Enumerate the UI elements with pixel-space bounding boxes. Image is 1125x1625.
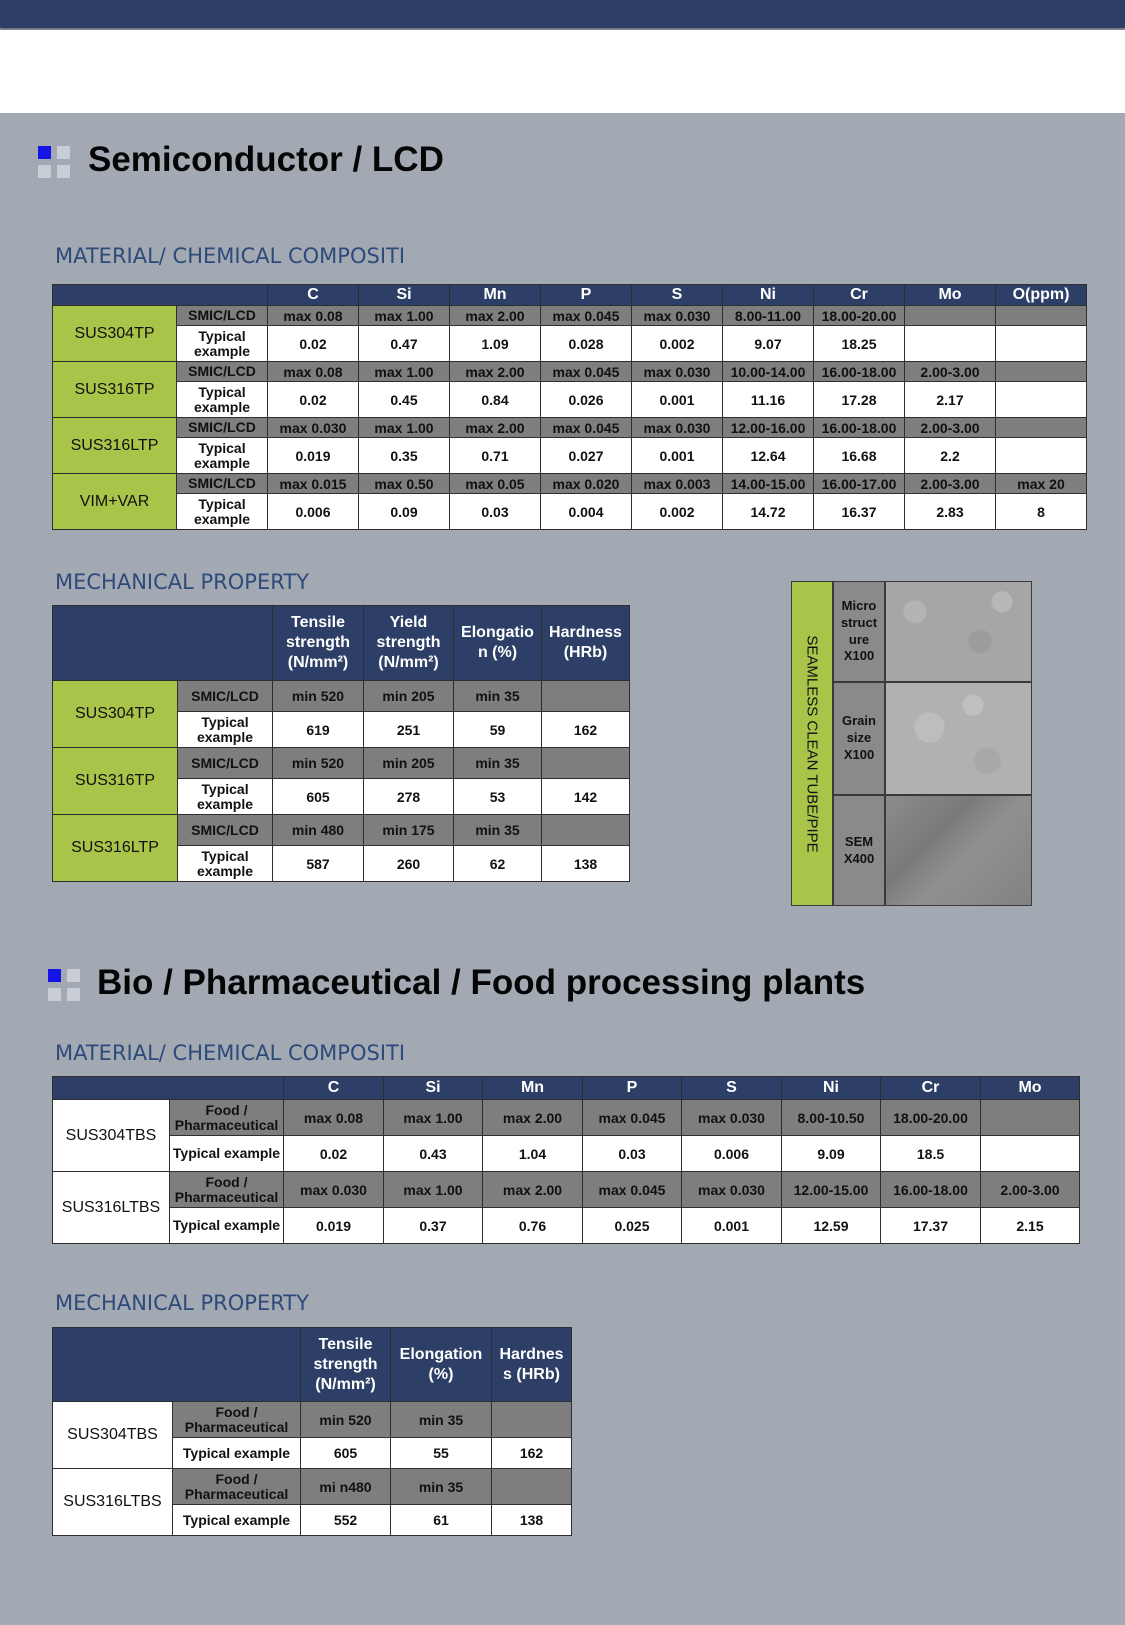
typical-value-cell: 0.02 (268, 382, 359, 418)
spec-value-cell: 16.00-18.00 (881, 1172, 981, 1208)
spec-value-cell: max 0.015 (268, 474, 359, 494)
spec-value-cell: max 0.030 (284, 1172, 384, 1208)
micro-label-structure: Micro struct ure X100 (833, 581, 885, 682)
spec-value-cell: mi n480 (301, 1469, 391, 1505)
typical-value-cell: 0.76 (483, 1208, 583, 1244)
typical-value-cell: 1.09 (450, 326, 541, 362)
typical-value-cell: 619 (273, 712, 364, 748)
spec-value-cell: 12.00-16.00 (723, 418, 814, 438)
typical-value-cell: 0.37 (384, 1208, 483, 1244)
spec-label-cell: Food / Pharmaceutical (170, 1172, 284, 1208)
section-title-bio-pharma: Bio / Pharmaceutical / Food processing plants (97, 963, 866, 1002)
typical-value-cell: 0.002 (632, 326, 723, 362)
typical-value-cell: 12.64 (723, 438, 814, 474)
spec-label-cell: SMIC/LCD (177, 474, 268, 494)
column-header: Cr (881, 1077, 981, 1100)
spec-value-cell: min 480 (273, 815, 364, 846)
spec-value-cell (542, 815, 630, 846)
spec-value-cell: max 0.08 (284, 1100, 384, 1136)
spec-value-cell: 2.00-3.00 (905, 418, 996, 438)
spec-row (53, 362, 1087, 382)
typical-value-cell: 0.43 (384, 1136, 483, 1172)
typical-label-cell: Typical example (173, 1505, 301, 1536)
column-header: Ni (723, 285, 814, 306)
typical-value-cell: 0.001 (682, 1208, 782, 1244)
spec-value-cell: 16.00-17.00 (814, 474, 905, 494)
spec-value-cell: max 1.00 (359, 306, 450, 326)
typical-value-cell: 0.001 (632, 382, 723, 418)
typical-label-cell: Typical example (178, 846, 273, 882)
column-header: Yield strength (N/mm²) (364, 606, 454, 681)
spec-value-cell: min 205 (364, 681, 454, 712)
grade-name-cell: SUS304TP (53, 306, 177, 362)
spec-row (53, 681, 630, 712)
spec-value-cell: max 0.08 (268, 306, 359, 326)
column-header: Mn (450, 285, 541, 306)
column-header: Hardnes s (HRb) (492, 1328, 572, 1402)
grade-name-cell: SUS316TP (53, 362, 177, 418)
header-corner-cell (53, 1328, 301, 1402)
spec-row (53, 1402, 572, 1438)
typical-value-cell: 552 (301, 1505, 391, 1536)
spec-value-cell: max 0.030 (682, 1172, 782, 1208)
spec-value-cell: max 0.05 (450, 474, 541, 494)
typical-value-cell: 17.28 (814, 382, 905, 418)
typical-value-cell: 0.004 (541, 494, 632, 530)
typical-value-cell: 11.16 (723, 382, 814, 418)
grade-name-cell: SUS316TP (53, 748, 178, 815)
section-bullet-icon (38, 146, 72, 180)
typical-value-cell: 251 (364, 712, 454, 748)
typical-value-cell: 605 (273, 779, 364, 815)
grade-name-cell: SUS316LTBS (53, 1172, 170, 1244)
column-header: Hardness (HRb) (542, 606, 630, 681)
typical-value-cell: 9.09 (782, 1136, 881, 1172)
typical-value-cell: 18.25 (814, 326, 905, 362)
spec-value-cell: min 35 (454, 815, 542, 846)
column-header: Si (384, 1077, 483, 1100)
typical-value-cell: 0.09 (359, 494, 450, 530)
column-header: P (541, 285, 632, 306)
spec-label-cell: SMIC/LCD (178, 681, 273, 712)
spec-value-cell: min 175 (364, 815, 454, 846)
spec-value-cell: max 0.030 (632, 306, 723, 326)
spec-value-cell: 2.00-3.00 (905, 474, 996, 494)
typical-value-cell: 0.001 (632, 438, 723, 474)
seamless-clean-tube-label: SEAMLESS CLEAN TUBE/PIPE (791, 581, 833, 906)
spec-value-cell: max 0.045 (541, 418, 632, 438)
spec-value-cell (492, 1469, 572, 1505)
spec-value-cell: max 2.00 (483, 1100, 583, 1136)
typical-value-cell: 17.37 (881, 1208, 981, 1244)
section-bullet-icon (48, 969, 82, 1003)
spec-value-cell: max 0.50 (359, 474, 450, 494)
typical-row (53, 1208, 1080, 1244)
typical-value-cell: 16.68 (814, 438, 905, 474)
spec-value-cell: min 35 (391, 1402, 492, 1438)
spec-value-cell: max 0.030 (682, 1100, 782, 1136)
spec-value-cell: min 520 (301, 1402, 391, 1438)
typical-value-cell: 59 (454, 712, 542, 748)
spec-value-cell (981, 1100, 1080, 1136)
typical-value-cell: 0.47 (359, 326, 450, 362)
header-row (53, 1077, 1080, 1100)
typical-value-cell: 0.84 (450, 382, 541, 418)
typical-value-cell: 12.59 (782, 1208, 881, 1244)
column-header: Elongatio n (%) (454, 606, 542, 681)
spec-value-cell (542, 748, 630, 779)
spec-value-cell (492, 1402, 572, 1438)
spec-value-cell: 2.00-3.00 (905, 362, 996, 382)
column-header: Tensile strength (N/mm²) (273, 606, 364, 681)
spec-label-cell: SMIC/LCD (178, 815, 273, 846)
mechanical-property-table-bio (52, 1327, 572, 1536)
typical-value-cell: 0.002 (632, 494, 723, 530)
spec-value-cell: max 0.030 (632, 418, 723, 438)
typical-value-cell: 142 (542, 779, 630, 815)
spec-label-cell: Food / Pharmaceutical (173, 1469, 301, 1505)
spec-value-cell: max 1.00 (384, 1100, 483, 1136)
typical-label-cell: Typical example (177, 494, 268, 530)
grade-name-cell: SUS316LTP (53, 815, 178, 882)
mechanical-property-title-1: MECHANICAL PROPERTY (55, 570, 309, 594)
spec-value-cell: max 0.030 (268, 418, 359, 438)
typical-value-cell: 9.07 (723, 326, 814, 362)
column-header: Elongation (%) (391, 1328, 492, 1402)
grade-name-cell: SUS316LTP (53, 418, 177, 474)
header-corner-cell (53, 606, 273, 681)
mechanical-property-table-semiconductor (52, 605, 630, 882)
spec-value-cell: max 0.08 (268, 362, 359, 382)
typical-value-cell: 2.83 (905, 494, 996, 530)
spec-value-cell: 16.00-18.00 (814, 362, 905, 382)
typical-value-cell (981, 1136, 1080, 1172)
typical-row (53, 494, 1087, 530)
typical-value-cell: 605 (301, 1438, 391, 1469)
column-header: C (268, 285, 359, 306)
typical-value-cell: 0.027 (541, 438, 632, 474)
column-header: Cr (814, 285, 905, 306)
typical-label-cell: Typical example (177, 438, 268, 474)
typical-label-cell: Typical example (170, 1136, 284, 1172)
spec-label-cell: SMIC/LCD (177, 306, 268, 326)
typical-value-cell: 0.71 (450, 438, 541, 474)
column-header: P (583, 1077, 682, 1100)
spec-row (53, 1100, 1080, 1136)
typical-value-cell: 1.04 (483, 1136, 583, 1172)
column-header: S (682, 1077, 782, 1100)
spec-value-cell: max 0.045 (541, 306, 632, 326)
typical-value-cell: 162 (492, 1438, 572, 1469)
micro-label-sem: SEM X400 (833, 795, 885, 906)
spec-value-cell: max 20 (996, 474, 1087, 494)
typical-label-cell: Typical example (177, 326, 268, 362)
typical-value-cell: 16.37 (814, 494, 905, 530)
spec-value-cell (996, 418, 1087, 438)
header-corner-cell (53, 285, 268, 306)
grade-name-cell: SUS304TBS (53, 1100, 170, 1172)
typical-label-cell: Typical example (177, 382, 268, 418)
header-row (53, 606, 630, 681)
spec-value-cell (542, 681, 630, 712)
microstructure-image (885, 581, 1032, 682)
typical-value-cell: 53 (454, 779, 542, 815)
typical-value-cell: 0.019 (284, 1208, 384, 1244)
spec-value-cell: max 2.00 (483, 1172, 583, 1208)
typical-value-cell: 138 (542, 846, 630, 882)
typical-value-cell: 0.35 (359, 438, 450, 474)
spec-value-cell: max 2.00 (450, 306, 541, 326)
spec-value-cell (996, 306, 1087, 326)
spec-value-cell: 10.00-14.00 (723, 362, 814, 382)
typical-value-cell: 2.15 (981, 1208, 1080, 1244)
typical-value-cell: 8 (996, 494, 1087, 530)
typical-row (53, 326, 1087, 362)
spec-row (53, 1172, 1080, 1208)
spec-label-cell: SMIC/LCD (178, 748, 273, 779)
typical-label-cell: Typical example (170, 1208, 284, 1244)
spec-value-cell: max 1.00 (384, 1172, 483, 1208)
spec-label-cell: SMIC/LCD (177, 418, 268, 438)
spec-label-cell: Food / Pharmaceutical (173, 1402, 301, 1438)
spec-value-cell: max 0.045 (583, 1100, 682, 1136)
spec-value-cell: max 2.00 (450, 362, 541, 382)
spec-label-cell: Food / Pharmaceutical (170, 1100, 284, 1136)
typical-value-cell (996, 382, 1087, 418)
micro-label-grain-size: Grain size X100 (833, 682, 885, 795)
spec-value-cell: min 520 (273, 748, 364, 779)
header-corner-cell (53, 1077, 284, 1100)
typical-label-cell: Typical example (173, 1438, 301, 1469)
chem-composition-title-1: MATERIAL/ CHEMICAL COMPOSITI (55, 244, 406, 268)
top-header-bar (0, 0, 1125, 28)
column-header: C (284, 1077, 384, 1100)
typical-value-cell: 18.5 (881, 1136, 981, 1172)
typical-value-cell: 0.028 (541, 326, 632, 362)
typical-value-cell (996, 438, 1087, 474)
spec-value-cell: min 35 (454, 748, 542, 779)
spec-row (53, 815, 630, 846)
typical-label-cell: Typical example (178, 712, 273, 748)
column-header: O(ppm) (996, 285, 1087, 306)
spec-value-cell: 18.00-20.00 (881, 1100, 981, 1136)
spec-value-cell (905, 306, 996, 326)
chemical-composition-table-bio (52, 1076, 1080, 1244)
sem-image (885, 795, 1032, 906)
typical-value-cell: 0.019 (268, 438, 359, 474)
header-white-band (0, 30, 1125, 113)
section-title-semiconductor: Semiconductor / LCD (88, 140, 444, 179)
spec-value-cell: max 0.045 (541, 362, 632, 382)
grain-size-image (885, 682, 1032, 795)
spec-value-cell: max 2.00 (450, 418, 541, 438)
typical-value-cell: 0.03 (450, 494, 541, 530)
grade-name-cell: VIM+VAR (53, 474, 177, 530)
typical-row (53, 438, 1087, 474)
spec-value-cell: min 35 (454, 681, 542, 712)
spec-row (53, 474, 1087, 494)
column-header: Tensile strength (N/mm²) (301, 1328, 391, 1402)
spec-row (53, 1469, 572, 1505)
spec-value-cell: min 35 (391, 1469, 492, 1505)
typical-row (53, 1136, 1080, 1172)
typical-value-cell: 260 (364, 846, 454, 882)
typical-value-cell: 62 (454, 846, 542, 882)
spec-value-cell: 8.00-10.50 (782, 1100, 881, 1136)
typical-value-cell: 162 (542, 712, 630, 748)
mechanical-property-title-2: MECHANICAL PROPERTY (55, 1291, 309, 1315)
column-header: Ni (782, 1077, 881, 1100)
header-row (53, 285, 1087, 306)
grade-name-cell: SUS304TP (53, 681, 178, 748)
spec-value-cell: max 0.030 (632, 362, 723, 382)
spec-value-cell: 12.00-15.00 (782, 1172, 881, 1208)
typical-value-cell: 0.006 (682, 1136, 782, 1172)
column-header: Mo (905, 285, 996, 306)
spec-value-cell: 2.00-3.00 (981, 1172, 1080, 1208)
typical-value-cell: 0.026 (541, 382, 632, 418)
typical-value-cell: 0.45 (359, 382, 450, 418)
spec-value-cell: 18.00-20.00 (814, 306, 905, 326)
typical-value-cell: 61 (391, 1505, 492, 1536)
spec-value-cell: max 1.00 (359, 418, 450, 438)
spec-row (53, 418, 1087, 438)
typical-value-cell: 278 (364, 779, 454, 815)
spec-value-cell: 8.00-11.00 (723, 306, 814, 326)
typical-value-cell: 0.025 (583, 1208, 682, 1244)
grade-name-cell: SUS316LTBS (53, 1469, 173, 1536)
typical-value-cell: 587 (273, 846, 364, 882)
column-header: Mn (483, 1077, 583, 1100)
spec-row (53, 306, 1087, 326)
microstructure-panel (791, 581, 1032, 906)
spec-label-cell: SMIC/LCD (177, 362, 268, 382)
typical-value-cell (905, 326, 996, 362)
typical-value-cell (996, 326, 1087, 362)
spec-value-cell: max 0.045 (583, 1172, 682, 1208)
typical-label-cell: Typical example (178, 779, 273, 815)
chem-composition-title-2: MATERIAL/ CHEMICAL COMPOSITI (55, 1041, 406, 1065)
spec-value-cell: 16.00-18.00 (814, 418, 905, 438)
typical-value-cell: 2.2 (905, 438, 996, 474)
spec-value-cell: min 205 (364, 748, 454, 779)
typical-value-cell: 138 (492, 1505, 572, 1536)
typical-value-cell: 55 (391, 1438, 492, 1469)
typical-value-cell: 0.02 (284, 1136, 384, 1172)
spec-value-cell: min 520 (273, 681, 364, 712)
spec-value-cell: max 1.00 (359, 362, 450, 382)
header-row (53, 1328, 572, 1402)
chemical-composition-table-semiconductor (52, 284, 1087, 530)
typical-value-cell: 0.02 (268, 326, 359, 362)
column-header: Mo (981, 1077, 1080, 1100)
typical-value-cell: 2.17 (905, 382, 996, 418)
typical-value-cell: 0.03 (583, 1136, 682, 1172)
grade-name-cell: SUS304TBS (53, 1402, 173, 1469)
typical-row (53, 382, 1087, 418)
spec-value-cell: 14.00-15.00 (723, 474, 814, 494)
column-header: Si (359, 285, 450, 306)
spec-value-cell (996, 362, 1087, 382)
spec-value-cell: max 0.020 (541, 474, 632, 494)
spec-value-cell: max 0.003 (632, 474, 723, 494)
typical-value-cell: 14.72 (723, 494, 814, 530)
column-header: S (632, 285, 723, 306)
spec-row (53, 748, 630, 779)
typical-value-cell: 0.006 (268, 494, 359, 530)
